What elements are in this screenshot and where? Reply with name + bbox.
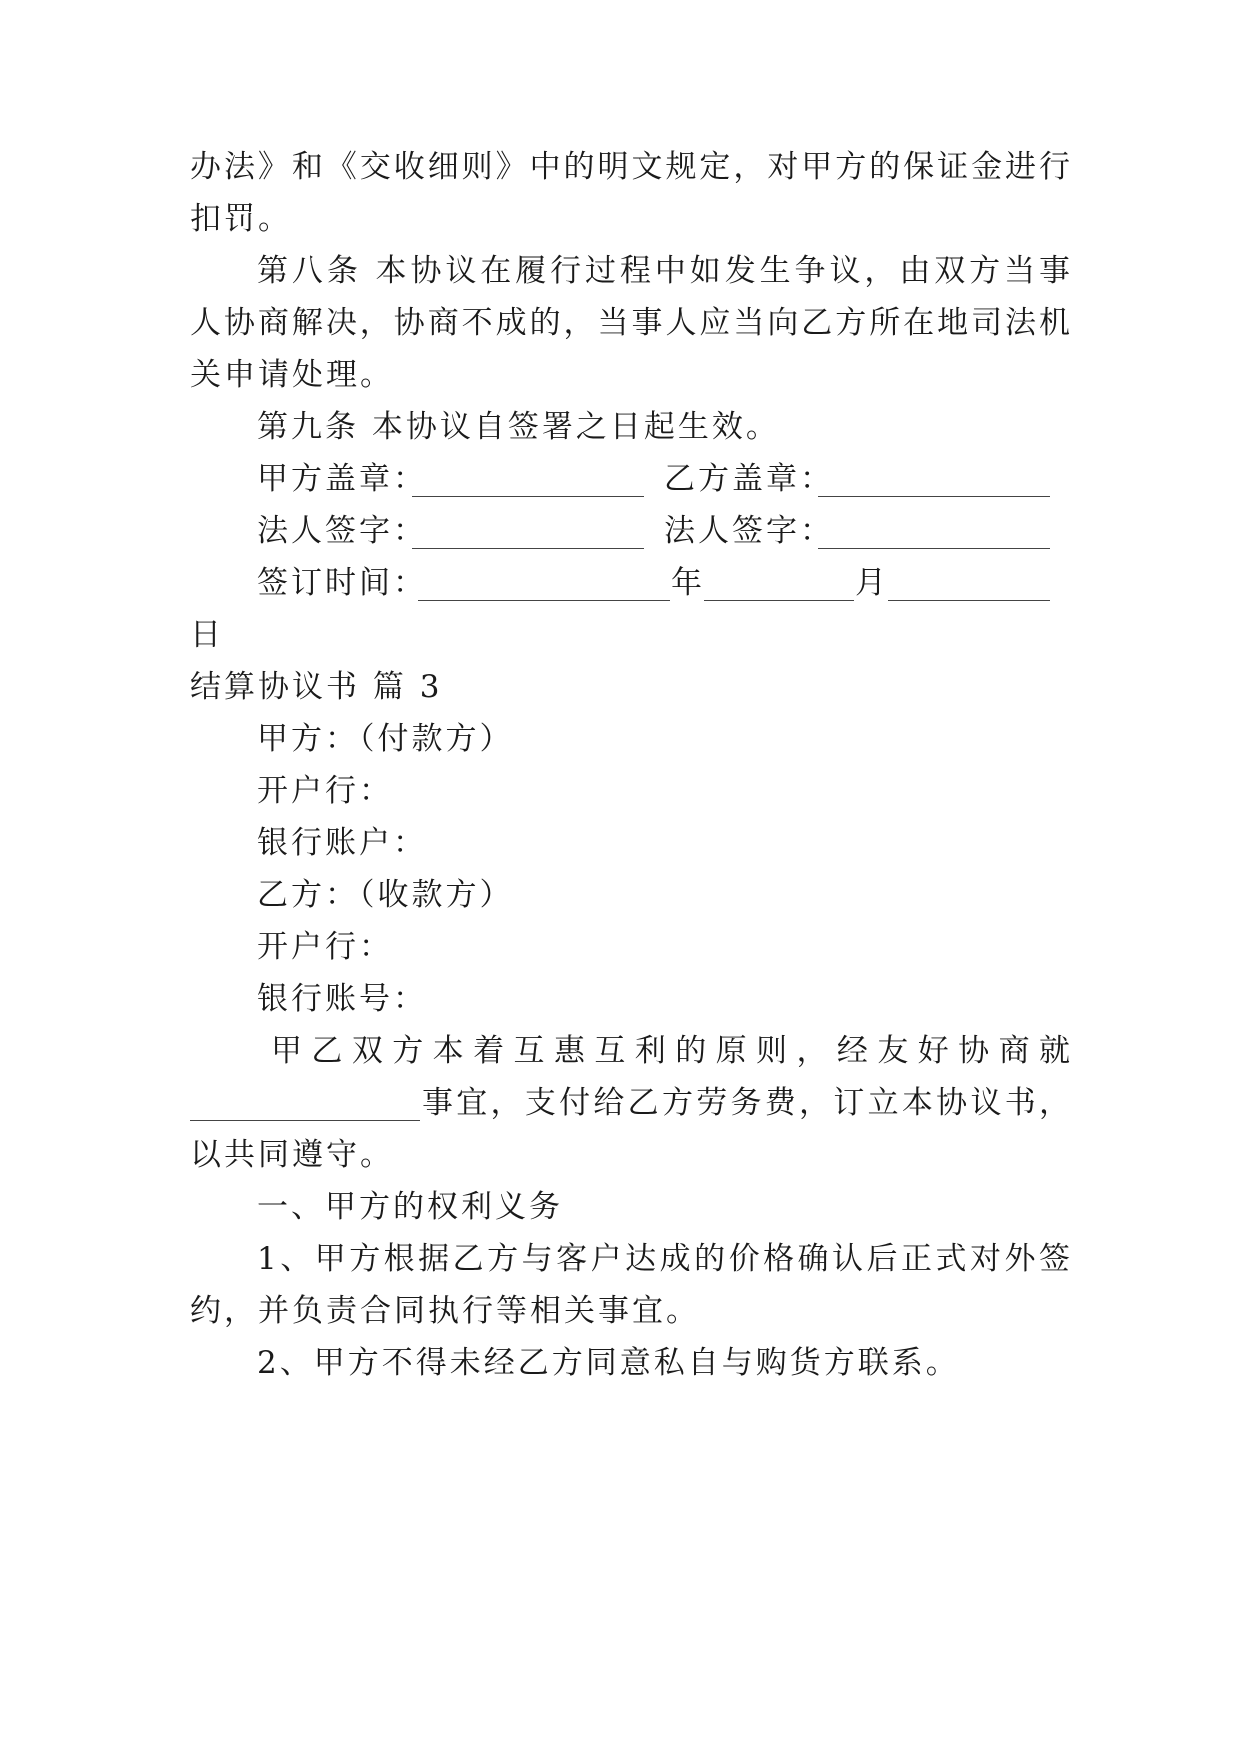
- item-1-line: 1、甲方根据乙方与客户达成的价格确认后正式对外签: [257, 1241, 1070, 1277]
- year-label: 年: [671, 565, 705, 601]
- text-line: 事宜，支付给乙方劳务费，订立本协议书，: [422, 1085, 1070, 1121]
- day-blank: [888, 574, 1050, 601]
- item-2-line: 2、甲方不得未经乙方同意私自与购货方联系。: [257, 1345, 960, 1381]
- sign-date-label: 签订时间：: [257, 565, 427, 601]
- year-blank: [418, 574, 670, 601]
- month-label: 月: [855, 565, 889, 601]
- account-a-line: 银行账户：: [257, 825, 427, 861]
- party-a-seal-label: 甲方盖章：: [257, 461, 427, 497]
- day-label: 日: [190, 617, 224, 653]
- party-b-legal-sign-blank: [818, 522, 1050, 549]
- article-8-line: 第八条 本协议在履行过程中如发生争议，由双方当事: [257, 253, 1070, 289]
- bank-b-line: 开户行：: [257, 929, 393, 965]
- party-b-seal-blank: [818, 470, 1050, 497]
- party-a-legal-sign-label: 法人签字：: [257, 513, 427, 549]
- matter-blank: [190, 1094, 420, 1121]
- intro-line: 甲乙双方本着互惠互利的原则，经友好协商就: [271, 1033, 1070, 1069]
- article-9-line: 第九条 本协议自签署之日起生效。: [257, 409, 780, 445]
- party-b-line: 乙方：（收款方）: [257, 877, 514, 913]
- text-line: 办法》和《交收细则》中的明文规定，对甲方的保证金进行: [190, 149, 1070, 185]
- party-b-legal-sign-label: 法人签字：: [664, 513, 834, 549]
- heading-party-a-duties: 一、甲方的权利义务: [257, 1189, 563, 1225]
- text-line: 人协商解决，协商不成的，当事人应当向乙方所在地司法机: [190, 305, 1070, 341]
- month-blank: [704, 574, 854, 601]
- party-a-line: 甲方：（付款方）: [257, 721, 514, 757]
- party-a-seal-blank: [412, 470, 644, 497]
- text-line: 扣罚。: [190, 201, 292, 237]
- section-title: 结算协议书 篇 3: [190, 669, 443, 705]
- party-b-seal-label: 乙方盖章：: [664, 461, 834, 497]
- text-line: 以共同遵守。: [190, 1137, 394, 1173]
- account-b-line: 银行账号：: [257, 981, 427, 1017]
- party-a-legal-sign-blank: [412, 522, 644, 549]
- bank-a-line: 开户行：: [257, 773, 393, 809]
- text-line: 关申请处理。: [190, 357, 394, 393]
- text-line: 约，并负责合同执行等相关事宜。: [190, 1293, 700, 1329]
